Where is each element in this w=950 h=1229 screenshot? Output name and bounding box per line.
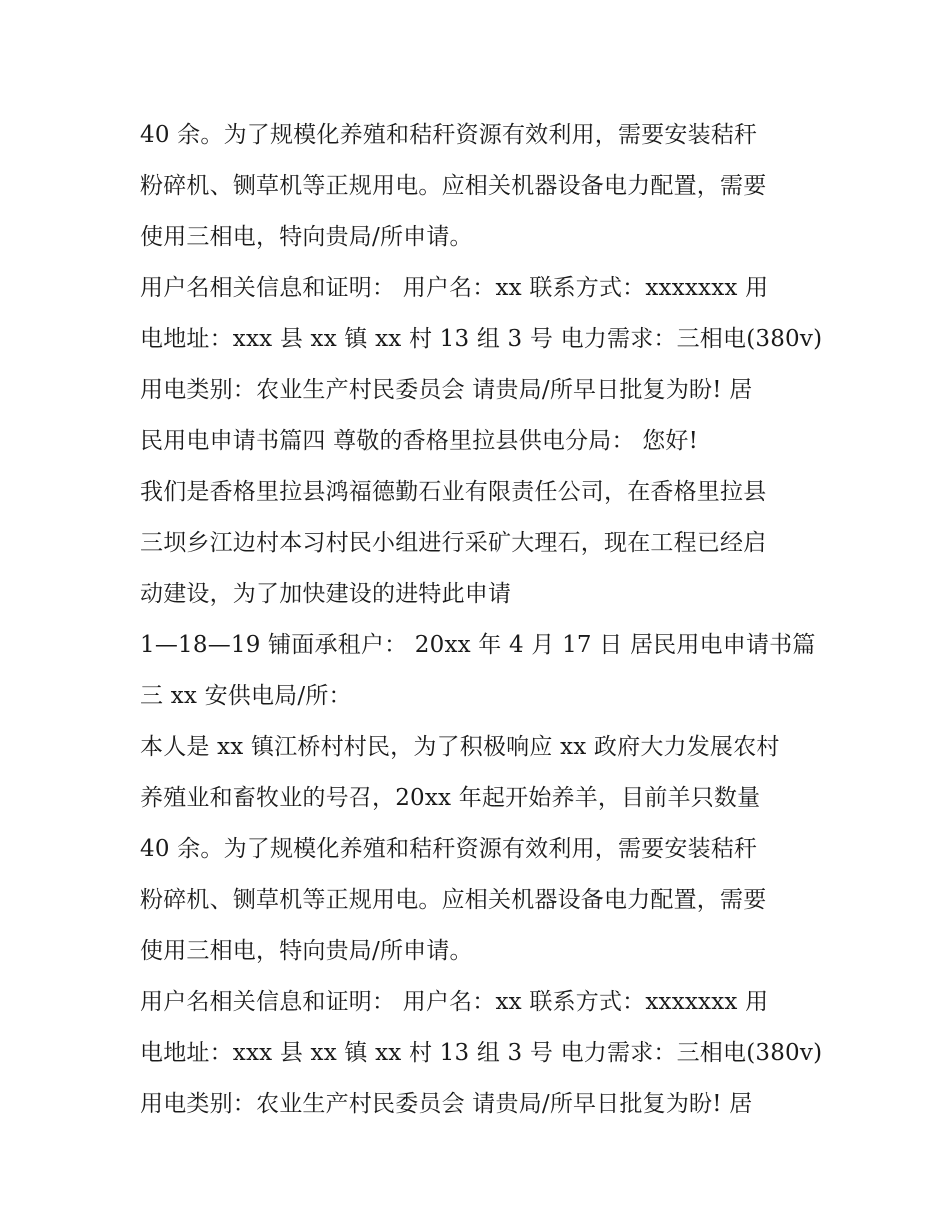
- text-line: 动建设，为了加快建设的进特此申请: [140, 581, 512, 607]
- text-line: 用户名相关信息和证明： 用户名：xx 联系方式：xxxxxxx 用: [140, 989, 769, 1015]
- text-line: 电地址：xxx 县 xx 镇 xx 村 13 组 3 号 电力需求：三相电(380v): [140, 326, 823, 352]
- text-line: 40 余。为了规模化养殖和秸秆资源有效利用，需要安装秸秆: [140, 122, 758, 148]
- text-line: 民用电申请书篇四 尊敬的香格里拉县供电分局： 您好!: [140, 428, 699, 454]
- text-line: 三坝乡江边村本习村民小组进行采矿大理石，现在工程已经启: [140, 530, 767, 556]
- text-line: 养殖业和畜牧业的号召，20xx 年起开始养羊，目前羊只数量: [140, 785, 761, 811]
- text-line: 使用三相电，特向贵局/所申请。: [140, 938, 473, 964]
- text-line: 本人是 xx 镇江桥村村民，为了积极响应 xx 政府大力发展农村: [140, 734, 780, 760]
- text-line: 40 余。为了规模化养殖和秸秆资源有效利用，需要安装秸秆: [140, 836, 758, 862]
- text-line: 粉碎机、铡草机等正规用电。应相关机器设备电力配置，需要: [140, 887, 767, 913]
- text-line: 电地址：xxx 县 xx 镇 xx 村 13 组 3 号 电力需求：三相电(380v): [140, 1040, 823, 1066]
- body-text: [140, 110, 830, 1130]
- text-line: 我们是香格里拉县鸿福德勤石业有限责任公司，在香格里拉县: [140, 479, 767, 505]
- text-line: 用电类别：农业生产村民委员会 请贵局/所早日批复为盼! 居: [140, 1091, 753, 1117]
- text-line: 用户名相关信息和证明： 用户名：xx 联系方式：xxxxxxx 用: [140, 275, 769, 301]
- text-line: 三 xx 安供电局/所：: [140, 683, 352, 709]
- text-line: 用电类别：农业生产村民委员会 请贵局/所早日批复为盼! 居: [140, 377, 753, 403]
- text-line: 使用三相电，特向贵局/所申请。: [140, 224, 473, 250]
- text-line: 1—18—19 铺面承租户： 20xx 年 4 月 17 日 居民用电申请书篇: [140, 632, 816, 658]
- text-line: 粉碎机、铡草机等正规用电。应相关机器设备电力配置，需要: [140, 173, 767, 199]
